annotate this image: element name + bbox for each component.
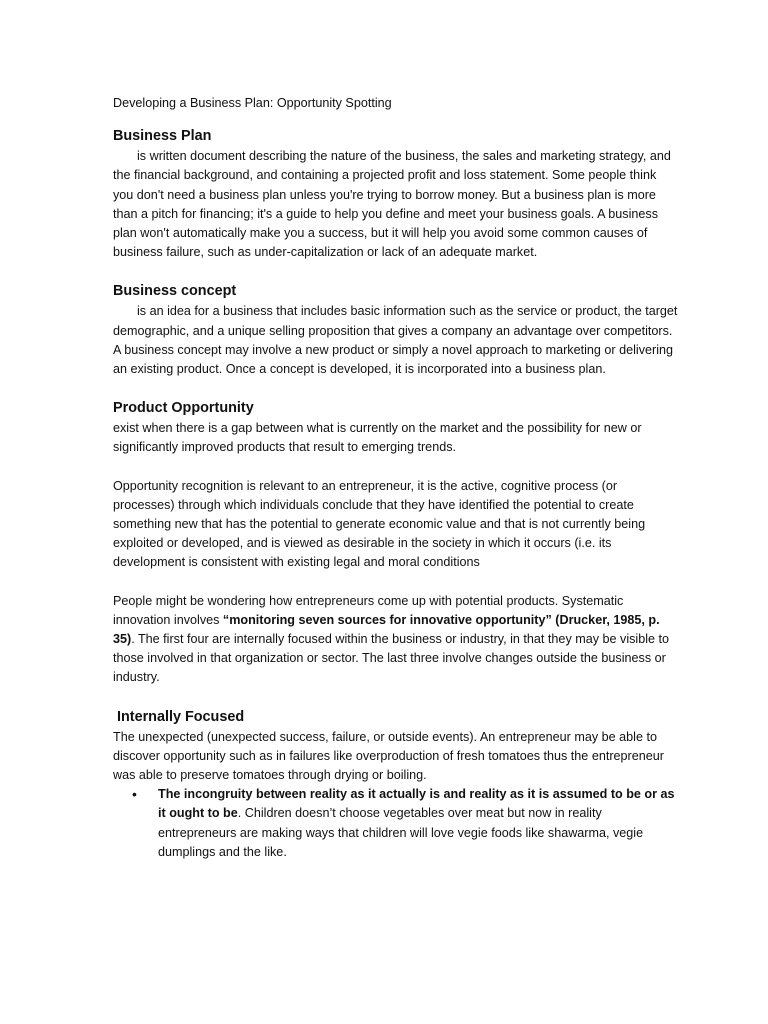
paragraph-opportunity-recognition: Opportunity recognition is relevant to an entrepreneur, it is the active, cognitive process (or processes) through which individuals conclude that they have identified the potential to create something new that has the potential to generate economic value and that is not currently being exploited or developed, and is viewed as desirable in the society in which it occurs (i.e. its development is consistent with existing legal and moral conditions: [113, 478, 646, 570]
innovation-quote: “monitoring seven sources for innovative opportunity” (Drucker, 1985, p. 35): [113, 612, 660, 647]
bullet-bold: The incongruity between reality as it actually is and reality as it is assumed to be or as it ought to be: [158, 787, 675, 821]
bullet-text: . Children doesn’t choose vegetables over meat but now in reality entrepreneurs are making ways that children will love vegie foods like shawarma, vegie dumplings and the like.: [158, 806, 644, 859]
heading-internally-focused: Internally Focused: [117, 708, 245, 725]
innovation-rest: . The first four are internally focused within the business or industry, in that they may be visible to those involved in that organization or sector. The last three involve changes outside the business or industry.: [113, 632, 670, 685]
paragraph-business-plan: is written document describing the nature of the business, the sales and marketing strategy, and the financial background, and containing a projected profit and loss statement. Some people think you don't need a business plan unless you're trying to borrow money. But a business plan is more than a pitch for financing; it's a guide to help you define and meet your business goals. A business plan won't automatically make you a success, but it will help you avoid some common causes of business failure, such as under-capitalization or lack of an adequate market.: [113, 149, 671, 260]
bullet-item: [113, 785, 678, 862]
heading-product-opportunity: Product Opportunity: [113, 400, 254, 417]
bullet-list: [113, 785, 678, 862]
document-title: Developing a Business Plan: Opportunity Spotting: [113, 96, 392, 110]
paragraph-systematic-innovation: [113, 592, 678, 688]
heading-business-concept: Business concept: [113, 283, 237, 300]
paragraph-business-concept: is an idea for a business that includes basic information such as the service or product, the target demographic, and a unique selling proposition that gives a company an advantage over competitors. A business concept may involve a new product or simply a novel approach to marketing or delivering an existing product. Once a concept is developed, it is incorporated into a business plan.: [113, 304, 678, 377]
heading-business-plan: Business Plan: [113, 128, 212, 145]
paragraph-product-opportunity: exist when there is a gap between what is currently on the market and the possibility for new or significantly improved products that result to emerging trends.: [113, 421, 642, 455]
paragraph-internally-focused: The unexpected (unexpected success, failure, or outside events). An entrepreneur may be able to discover opportunity such as in failures like overproduction of fresh tomatoes thus the entrepreneur was able to preserve tomatoes through drying or boiling.: [113, 729, 664, 783]
innovation-intro: People might be wondering how entrepreneurs come up with potential products. Systematic innovation involves: [113, 593, 624, 627]
